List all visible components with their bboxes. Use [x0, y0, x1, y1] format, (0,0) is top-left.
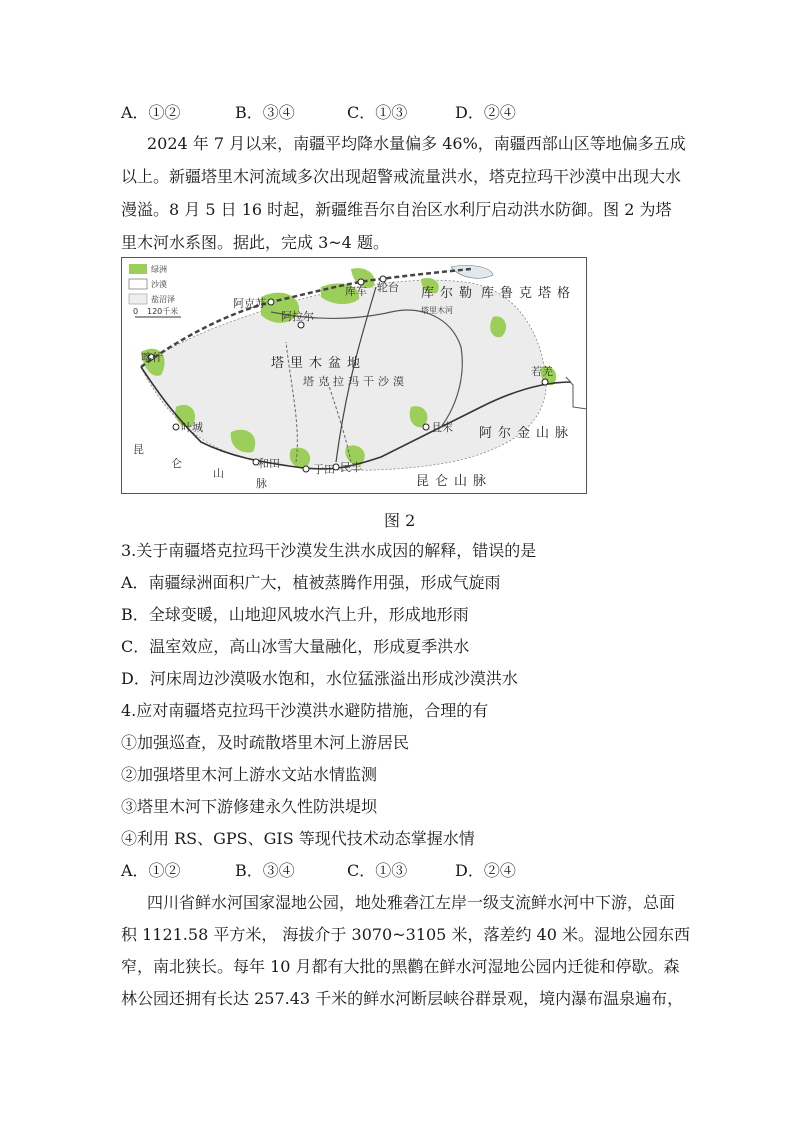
legend-salt-marsh: 盐沼泽 [151, 295, 175, 304]
q4-option-c: C．①③ [347, 861, 408, 880]
legend-oasis: 绿洲 [151, 265, 167, 274]
label-kun-1: 昆 [133, 443, 144, 456]
tarim-river-map [121, 257, 587, 494]
option-a: A．①② [121, 103, 181, 122]
option-b: B．③④ [235, 103, 295, 122]
label-taklamakan: 塔克拉玛干沙漠 [303, 375, 408, 388]
label-ruoqiang: 若羌 [531, 365, 553, 378]
q3-option-c: C．温室效应，高山冰雪大量融化，形成夏季洪水 [121, 637, 470, 656]
passage2-line-2: 积 1121.58 平方米， 海拔介于 3070~3105 米，落差约 40 米。湿地公园东西 [121, 925, 690, 944]
label-kuqa: 库车 [345, 285, 367, 298]
label-aksu: 阿克苏 [233, 297, 266, 310]
label-hotan: 和田 [258, 457, 280, 470]
q4-option-d: D．②④ [455, 861, 516, 880]
q4-option-b: B．③④ [235, 861, 295, 880]
option-d: D．②④ [455, 103, 516, 122]
label-tarim-river: 塔里木河 [421, 306, 453, 315]
q4-item-1: ①加强巡查，及时疏散塔里木河上游居民 [121, 733, 410, 752]
label-kunlun: 昆仑山脉 [416, 474, 493, 489]
passage1-line-2: 以上。新疆塔里木河流域多次出现超警戒流量洪水，塔克拉玛干沙漠中出现大水 [121, 167, 682, 186]
scale-label: 120千米 [147, 307, 179, 316]
q3-option-b: B．全球变暖，山地迎风坡水汽上升，形成地形雨 [121, 605, 469, 624]
passage2-line-4: 林公园还拥有长达 257.43 千米的鲜水河断层峡谷群景观，境内瀑布温泉遍布， [121, 989, 684, 1008]
city-aksu [268, 299, 274, 305]
q3-stem: 3.关于南疆塔克拉玛干沙漠发生洪水成因的解释，错误的是 [121, 541, 537, 560]
q4-item-4: ④利用 RS、GPS、GIS 等现代技术动态掌握水情 [121, 829, 475, 848]
label-kuruktag: 库鲁克塔格 [481, 286, 577, 301]
label-shan-1: 山 [213, 467, 224, 480]
option-c: C．①③ [347, 103, 408, 122]
label-altun: 阿尔金山脉 [479, 426, 575, 441]
city-yutian [303, 466, 309, 472]
q4-item-2: ②加强塔里木河上游水文站水情监测 [121, 765, 378, 784]
label-luntai: 轮台 [377, 281, 399, 294]
passage1-line-3: 漫溢。8 月 5 日 16 时起，新疆维吾尔自治区水利厅启动洪水防御。图 2 为塔 [121, 200, 672, 219]
city-ruoqiang [542, 379, 548, 385]
q4-stem: 4.应对南疆塔克拉玛干沙漠洪水避防措施，合理的有 [121, 701, 489, 720]
figure-caption: 图 2 [384, 511, 416, 530]
label-qiemo: 且末 [431, 421, 453, 434]
city-yecheng [173, 424, 179, 430]
label-yecheng: 叶城 [181, 421, 203, 434]
city-qiemo [423, 424, 429, 430]
passage1-line-1: 2024 年 7 月以来，南疆平均降水量偏多 46%，南疆西部山区等地偏多五成 [147, 134, 686, 153]
label-korla: 库尔勒 [421, 286, 479, 301]
label-tarim-basin: 塔里木盆地 [271, 356, 367, 371]
passage2-line-1: 四川省鲜水河国家湿地公园，地处雅砻江左岸一级支流鲜水河中下游，总面 [147, 893, 676, 912]
q3-option-d: D．河床周边沙漠吸水饱和，水位猛涨溢出形成沙漠洪水 [121, 669, 518, 688]
q4-option-a: A．①② [121, 861, 181, 880]
passage1-line-4: 里木河水系图。据此，完成 3~4 题。 [121, 233, 389, 252]
label-kashgar: 喀什 [141, 351, 163, 364]
label-minfeng: 民丰 [340, 461, 362, 474]
label-yutian: 于田 [313, 463, 335, 476]
label-mai-1: 脉 [256, 477, 267, 490]
q4-item-3: ③塔里木河下游修建永久性防洪堤坝 [121, 797, 378, 816]
q3-option-a: A．南疆绿洲面积广大，植被蒸腾作用强，形成气旋雨 [121, 573, 501, 592]
label-alar: 阿拉尔 [281, 310, 314, 323]
passage2-line-3: 窄，南北狭长。每年 10 月都有大批的黑鹳在鲜水河湿地公园内迁徙和停歇。森 [121, 957, 680, 976]
label-lun-1: 仑 [171, 457, 182, 470]
scale-zero: 0 [133, 307, 139, 316]
legend-desert: 沙漠 [151, 280, 167, 289]
